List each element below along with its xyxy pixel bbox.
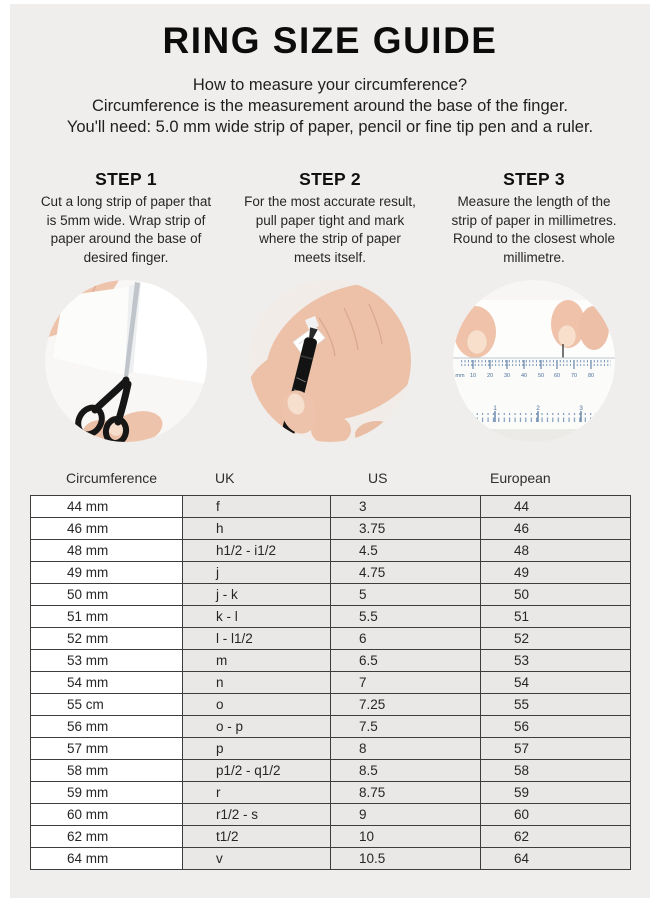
step-3-text: Measure the length of the strip of paper in millimetres. Round to the closest whole millimetre. <box>451 194 617 265</box>
table-row <box>31 584 631 606</box>
cell-european: 51 <box>481 606 631 628</box>
cell-circumference: 49 mm <box>31 562 183 584</box>
cell-us: 10.5 <box>331 848 481 870</box>
cell-us: 6.5 <box>331 650 481 672</box>
cell-uk: o - p <box>183 716 331 738</box>
cell-circumference: 52 mm <box>31 628 183 650</box>
cell-uk: r <box>183 782 331 804</box>
cell-us: 8.75 <box>331 782 481 804</box>
page-title: RING SIZE GUIDE <box>162 20 498 61</box>
step-1-title: STEP 1 <box>95 169 157 189</box>
cell-us: 10 <box>331 826 481 848</box>
cell-us: 8.5 <box>331 760 481 782</box>
svg-text:2: 2 <box>536 405 540 412</box>
cell-circumference: 53 mm <box>31 650 183 672</box>
table-row <box>31 826 631 848</box>
table-row <box>31 628 631 650</box>
cell-circumference: 57 mm <box>31 738 183 760</box>
photo-circles-row <box>10 280 650 442</box>
cell-uk: h <box>183 518 331 540</box>
cell-european: 46 <box>481 518 631 540</box>
cell-uk: n <box>183 672 331 694</box>
cell-european: 52 <box>481 628 631 650</box>
intro-line-2: Circumference is the measurement around the base of the finger. <box>91 97 568 115</box>
header-us: US <box>368 470 388 486</box>
table-row <box>31 716 631 738</box>
cell-circumference: 55 cm <box>31 694 183 716</box>
svg-text:50: 50 <box>537 373 545 379</box>
cell-circumference: 46 mm <box>31 518 183 540</box>
ruler-photo-circle <box>453 280 615 442</box>
header-circumference: Circumference <box>66 470 158 486</box>
step-1 <box>24 169 228 267</box>
cell-us: 8 <box>331 738 481 760</box>
scissors-cutting-paper-illustration <box>45 280 207 442</box>
cell-uk: v <box>183 848 331 870</box>
table-row <box>31 650 631 672</box>
cell-circumference: 54 mm <box>31 672 183 694</box>
header-uk: UK <box>215 470 235 486</box>
table-row <box>31 672 631 694</box>
cell-circumference: 44 mm <box>31 496 183 518</box>
table-row <box>31 606 631 628</box>
cell-circumference: 59 mm <box>31 782 183 804</box>
cell-circumference: 48 mm <box>31 540 183 562</box>
table-row <box>31 496 631 518</box>
table-row <box>31 518 631 540</box>
steps-row <box>10 169 650 267</box>
cell-european: 59 <box>481 782 631 804</box>
cell-us: 7.5 <box>331 716 481 738</box>
table-row <box>31 760 631 782</box>
step-3-title: STEP 3 <box>503 169 565 189</box>
cell-european: 54 <box>481 672 631 694</box>
cell-uk: r1/2 - s <box>183 804 331 826</box>
cell-circumference: 51 mm <box>31 606 183 628</box>
table-row <box>31 562 631 584</box>
table-row <box>31 694 631 716</box>
cell-uk: p <box>183 738 331 760</box>
intro-line-3: You'll need: 5.0 mm wide strip of paper, pencil or fine tip pen and a ruler. <box>66 118 594 136</box>
table-row <box>31 804 631 826</box>
ruler-mm-unit: mm <box>455 373 465 379</box>
cell-european: 44 <box>481 496 631 518</box>
paper-right-sheet <box>133 282 207 384</box>
header-european: European <box>490 470 551 486</box>
svg-text:70: 70 <box>570 373 578 379</box>
measuring-with-ruler-illustration <box>453 280 615 442</box>
svg-text:20: 20 <box>486 373 494 379</box>
svg-text:40: 40 <box>520 373 528 379</box>
svg-text:10: 10 <box>469 373 477 379</box>
svg-text:1: 1 <box>493 405 497 412</box>
cell-circumference: 60 mm <box>31 804 183 826</box>
svg-text:3: 3 <box>579 405 583 412</box>
step-2 <box>228 169 432 267</box>
cell-uk: j - k <box>183 584 331 606</box>
cell-us: 4.5 <box>331 540 481 562</box>
cell-european: 62 <box>481 826 631 848</box>
step-2-title: STEP 2 <box>299 169 361 189</box>
cell-us: 7.25 <box>331 694 481 716</box>
svg-text:30: 30 <box>503 373 511 379</box>
cell-european: 57 <box>481 738 631 760</box>
marking-paper-strip-illustration <box>249 280 411 442</box>
cell-european: 50 <box>481 584 631 606</box>
cell-circumference: 62 mm <box>31 826 183 848</box>
intro-text <box>10 75 650 138</box>
cell-european: 48 <box>481 540 631 562</box>
cell-uk: f <box>183 496 331 518</box>
svg-text:60: 60 <box>553 373 561 379</box>
cell-us: 3.75 <box>331 518 481 540</box>
cell-uk: t1/2 <box>183 826 331 848</box>
cell-us: 3 <box>331 496 481 518</box>
cell-uk: m <box>183 650 331 672</box>
cell-european: 49 <box>481 562 631 584</box>
cell-us: 5 <box>331 584 481 606</box>
cell-uk: j <box>183 562 331 584</box>
size-table-header <box>30 470 630 495</box>
cell-uk: k - l <box>183 606 331 628</box>
cell-circumference: 64 mm <box>31 848 183 870</box>
cell-circumference: 56 mm <box>31 716 183 738</box>
size-table-body <box>31 496 631 870</box>
cell-european: 58 <box>481 760 631 782</box>
svg-text:80: 80 <box>587 373 595 379</box>
cell-uk: o <box>183 694 331 716</box>
cell-us: 7 <box>331 672 481 694</box>
ruler-inch-unit: inch <box>457 407 465 412</box>
step-2-text: For the most accurate result, pull paper tight and mark where the strip of paper meets itself. <box>244 194 416 265</box>
size-conversion-table <box>30 495 631 870</box>
cell-european: 60 <box>481 804 631 826</box>
table-row <box>31 540 631 562</box>
step-1-text: Cut a long strip of paper that is 5mm wide. Wrap strip of paper around the base of desired finger. <box>40 194 212 265</box>
cell-us: 4.75 <box>331 562 481 584</box>
step-3 <box>432 169 636 267</box>
cell-us: 6 <box>331 628 481 650</box>
cell-european: 56 <box>481 716 631 738</box>
cell-uk: l - l1/2 <box>183 628 331 650</box>
scissors-photo-circle <box>45 280 207 442</box>
cell-circumference: 58 mm <box>31 760 183 782</box>
cell-european: 55 <box>481 694 631 716</box>
marking-photo-circle <box>249 280 411 442</box>
cell-us: 9 <box>331 804 481 826</box>
cell-european: 53 <box>481 650 631 672</box>
size-table-section <box>30 470 630 870</box>
table-row <box>31 738 631 760</box>
cell-uk: p1/2 - q1/2 <box>183 760 331 782</box>
table-row <box>31 782 631 804</box>
table-row <box>31 848 631 870</box>
cell-us: 5.5 <box>331 606 481 628</box>
guide-card <box>10 4 650 898</box>
cell-uk: h1/2 - i1/2 <box>183 540 331 562</box>
cell-circumference: 50 mm <box>31 584 183 606</box>
intro-line-1: How to measure your circumference? <box>192 76 468 94</box>
cell-european: 64 <box>481 848 631 870</box>
